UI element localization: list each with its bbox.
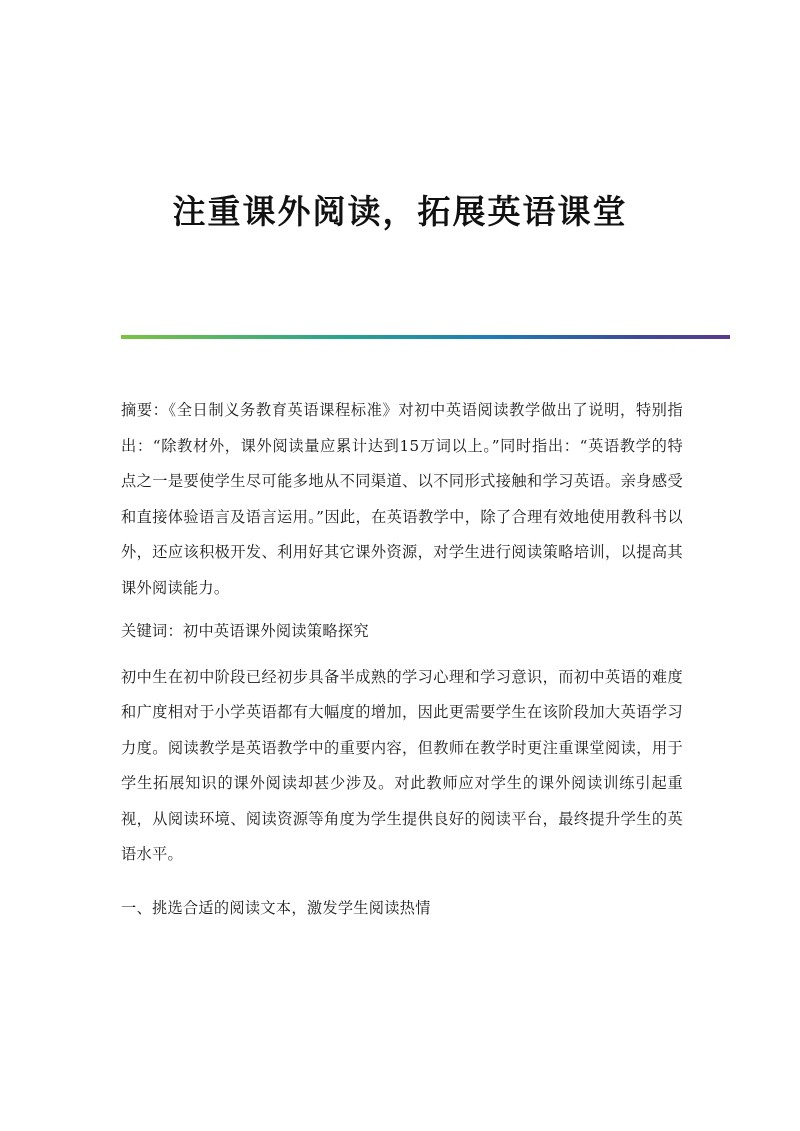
section-heading: 一、挑选合适的阅读文本，激发学生阅读热情 [121, 898, 431, 917]
keywords-label: 关键词： [121, 622, 183, 640]
document-body [121, 393, 683, 926]
keywords-text: 初中英语课外阅读策略探究 [182, 622, 369, 640]
body-paragraph: 初中生在初中阶段已经初步具备半成熟的学习心理和学习意识，而初中英语的难度和广度相对于小学英语都有大幅度的增加，因此更需要学生在该阶段加大英语学习力度。阅读教学是英语教学中的重要内容，但教师在教学时更注重课堂阅读，用于学生拓展知识的课外阅读却甚少涉及。对此教师应对学生的课外阅读训练引起重视，从阅读环境、阅读资源等角度为学生提供良好的阅读平台，最终提升学生的英语水平。 [121, 667, 683, 863]
abstract-label: 摘要： [121, 401, 169, 419]
abstract [121, 393, 683, 606]
document-title: 注重课外阅读，拓展英语课堂 [172, 192, 628, 231]
abstract-text: 《全日制义务教育英语课程标准》对初中英语阅读教学做出了说明，特别指出：“除教材外，课外阅读量应累计达到15万词以上。”同时指出：“英语教学的特点之一是要使学生尽可能多地从不同渠道、以不同形式接触和学习英语。亲身感受和直接体验语言及语言运用。”因此，在英语教学中，除了合理有效地使用教科书以外，还应该积极开发、利用好其它课外资源，对学生进行阅读策略培训，以提高其课外阅读能力。 [121, 401, 683, 597]
title-divider [121, 335, 730, 339]
keywords [121, 614, 683, 650]
